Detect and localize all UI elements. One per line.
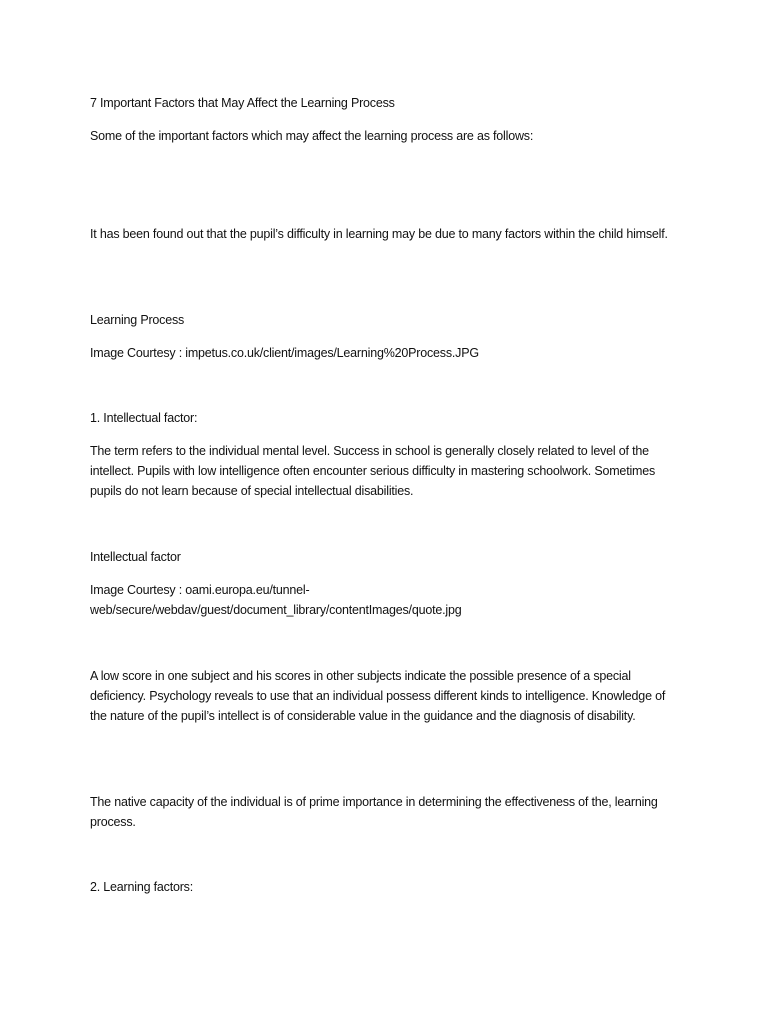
image-caption-intellectual-factor: Intellectual factor	[90, 550, 181, 564]
intro-paragraph: Some of the important factors which may affect the learning process are as follows:	[90, 129, 534, 143]
image-caption-learning-process: Learning Process	[90, 313, 185, 327]
image-courtesy-1: Image Courtesy : impetus.co.uk/client/images/Learning%20Process.JPG	[90, 346, 479, 360]
section-heading-intellectual-factor: 1. Intellectual factor:	[90, 411, 198, 425]
image-courtesy-2-line-2: web/secure/webdav/guest/document_library/contentImages/quote.jpg	[90, 603, 462, 617]
section-heading-learning-factors: 2. Learning factors:	[90, 880, 194, 894]
image-courtesy-2-line-1: Image Courtesy : oami.europa.eu/tunnel-	[90, 583, 310, 597]
difficulty-paragraph: It has been found out that the pupil’s difficulty in learning may be due to many factors within the child himself.	[90, 227, 668, 241]
document-title: 7 Important Factors that May Affect the Learning Process	[90, 96, 395, 110]
intellect-paragraph: The term refers to the individual mental level. Success in school is generally closely related to level of the intellect. Pupils with low intelligence often encounter serious difficulty in mastering schoolwork. Sometimes pupils do not learn because of special intellectual disabilities.	[90, 444, 656, 498]
low-score-paragraph: A low score in one subject and his scores in other subjects indicate the possible presence of a special deficiency. Psychology reveals to use that an individual possess different kinds to intelligence. Knowledge of the nature of the pupil’s intellect is of considerable value in the guidance and the diagnosis of disability.	[90, 669, 666, 723]
native-capacity-paragraph: The native capacity of the individual is of prime importance in determining the effectiveness of the, learning process.	[90, 795, 658, 829]
